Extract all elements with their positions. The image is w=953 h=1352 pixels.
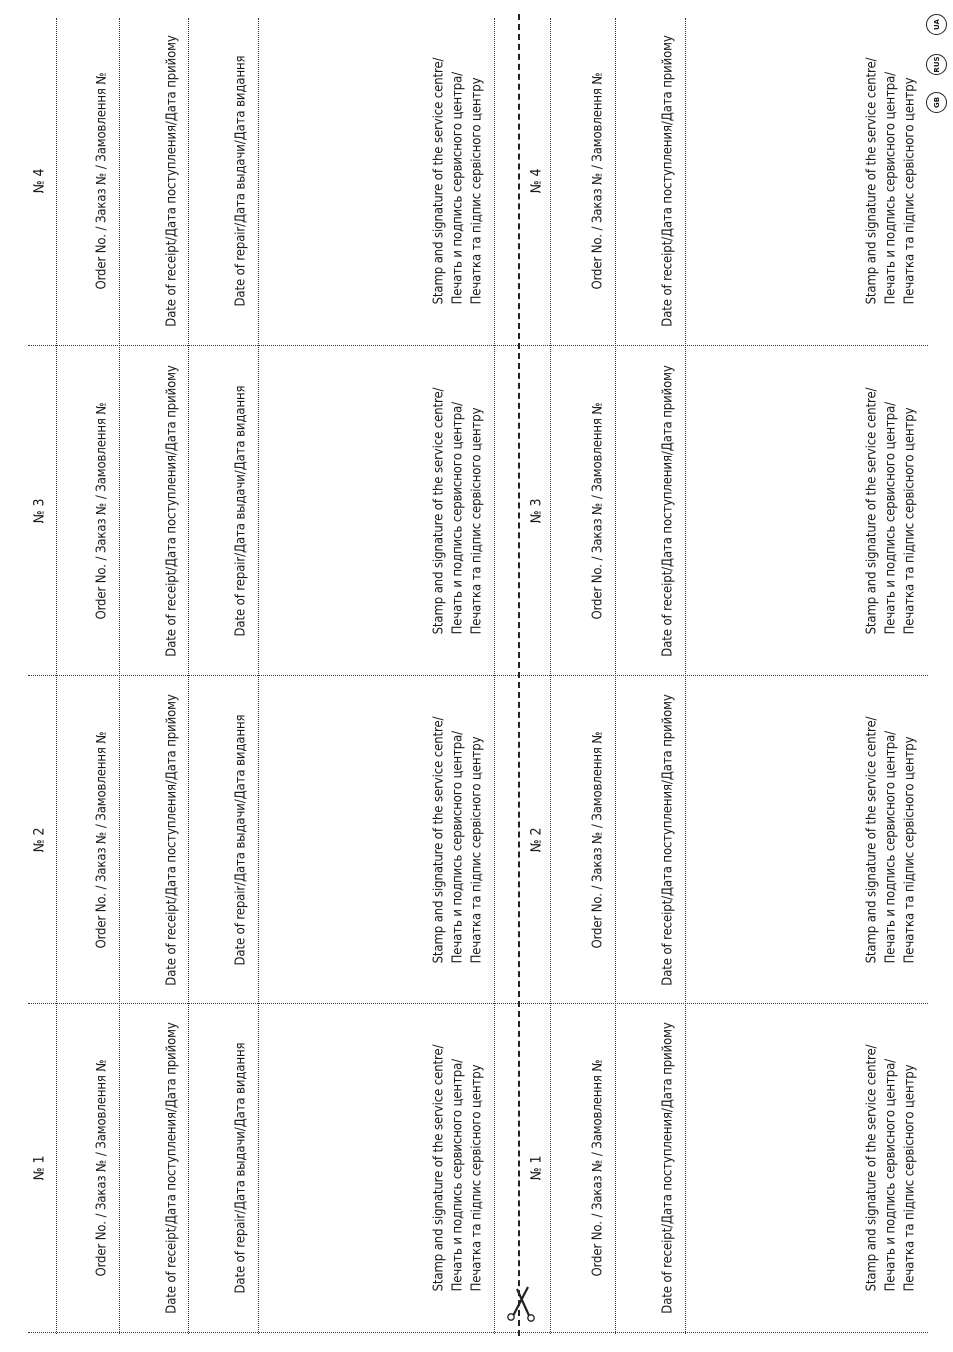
column-divider bbox=[188, 18, 189, 1334]
coupon-number: № 3 bbox=[31, 498, 48, 524]
receipt-date-label: Date of receipt/Дата поступления/Дата прийому bbox=[164, 694, 180, 986]
stamp-signature-label: Stamp and signature of the service centre/ Печать и подпись сервисного центра/ Печатка та підпис сервісного центру bbox=[864, 57, 918, 305]
coupon-number: № 4 bbox=[31, 168, 48, 194]
coupon-separator bbox=[28, 1003, 928, 1004]
column-divider bbox=[258, 18, 259, 1334]
column-divider bbox=[494, 18, 495, 1334]
language-badge-gb: GB bbox=[926, 92, 947, 113]
repair-date-label: Date of repair/Дата выдачи/Дата видання bbox=[233, 1042, 249, 1294]
stamp-signature-label: Stamp and signature of the service centre/ Печать и подпись сервисного центра/ Печатка та підпис сервісного центру bbox=[864, 387, 918, 635]
column-divider bbox=[685, 18, 686, 1334]
order-number-label: Order No. / Заказ № / Замовлення № bbox=[94, 402, 110, 620]
stub-number: № 1 bbox=[528, 1155, 545, 1181]
order-number-label: Order No. / Заказ № / Замовлення № bbox=[590, 72, 606, 290]
stamp-signature-label: Stamp and signature of the service centre/ Печать и подпись сервисного центра/ Печатка та підпис сервісного центру bbox=[431, 57, 485, 305]
order-number-label: Order No. / Заказ № / Замовлення № bbox=[94, 1059, 110, 1277]
coupon-number: № 2 bbox=[31, 827, 48, 853]
stub-number: № 2 bbox=[528, 827, 545, 853]
repair-date-label: Date of repair/Дата выдачи/Дата видання bbox=[233, 385, 249, 637]
coupon-separator bbox=[28, 1332, 928, 1333]
column-divider bbox=[615, 18, 616, 1334]
stub-number: № 4 bbox=[528, 168, 545, 194]
order-number-label: Order No. / Заказ № / Замовлення № bbox=[590, 1059, 606, 1277]
receipt-date-label: Date of receipt/Дата поступления/Дата прийому bbox=[164, 35, 180, 327]
order-number-label: Order No. / Заказ № / Замовлення № bbox=[94, 731, 110, 949]
coupon-separator bbox=[28, 345, 928, 346]
receipt-date-label: Date of receipt/Дата поступления/Дата прийому bbox=[164, 1022, 180, 1314]
receipt-date-label: Date of receipt/Дата поступления/Дата прийому bbox=[660, 365, 676, 657]
receipt-date-label: Date of receipt/Дата поступления/Дата прийому bbox=[660, 694, 676, 986]
scissors-icon bbox=[503, 1283, 539, 1323]
stamp-signature-label: Stamp and signature of the service centre/ Печать и подпись сервисного центра/ Печатка та підпис сервісного центру bbox=[864, 716, 918, 964]
stamp-signature-label: Stamp and signature of the service centre/ Печать и подпись сервисного центра/ Печатка та підпис сервісного центру bbox=[431, 1044, 485, 1292]
receipt-date-label: Date of receipt/Дата поступления/Дата прийому bbox=[660, 35, 676, 327]
order-number-label: Order No. / Заказ № / Замовлення № bbox=[590, 731, 606, 949]
column-divider bbox=[550, 18, 551, 1334]
language-badge-rus: RUS bbox=[926, 54, 947, 75]
receipt-date-label: Date of receipt/Дата поступления/Дата прийому bbox=[164, 365, 180, 657]
stub-number: № 3 bbox=[528, 498, 545, 524]
receipt-date-label: Date of receipt/Дата поступления/Дата прийому bbox=[660, 1022, 676, 1314]
stamp-signature-label: Stamp and signature of the service centre/ Печать и подпись сервисного центра/ Печатка та підпис сервісного центру bbox=[431, 387, 485, 635]
order-number-label: Order No. / Заказ № / Замовлення № bbox=[590, 402, 606, 620]
column-divider bbox=[119, 18, 120, 1334]
language-badge-ua: UA bbox=[926, 14, 947, 35]
stamp-signature-label: Stamp and signature of the service centre/ Печать и подпись сервисного центра/ Печатка та підпис сервісного центру bbox=[431, 716, 485, 964]
repair-date-label: Date of repair/Дата выдачи/Дата видання bbox=[233, 55, 249, 307]
repair-date-label: Date of repair/Дата выдачи/Дата видання bbox=[233, 714, 249, 966]
cut-line bbox=[518, 14, 520, 1336]
coupon-number: № 1 bbox=[31, 1155, 48, 1181]
order-number-label: Order No. / Заказ № / Замовлення № bbox=[94, 72, 110, 290]
column-divider bbox=[56, 18, 57, 1334]
stamp-signature-label: Stamp and signature of the service centre/ Печать и подпись сервисного центра/ Печатка та підпис сервісного центру bbox=[864, 1044, 918, 1292]
coupon-separator bbox=[28, 675, 928, 676]
